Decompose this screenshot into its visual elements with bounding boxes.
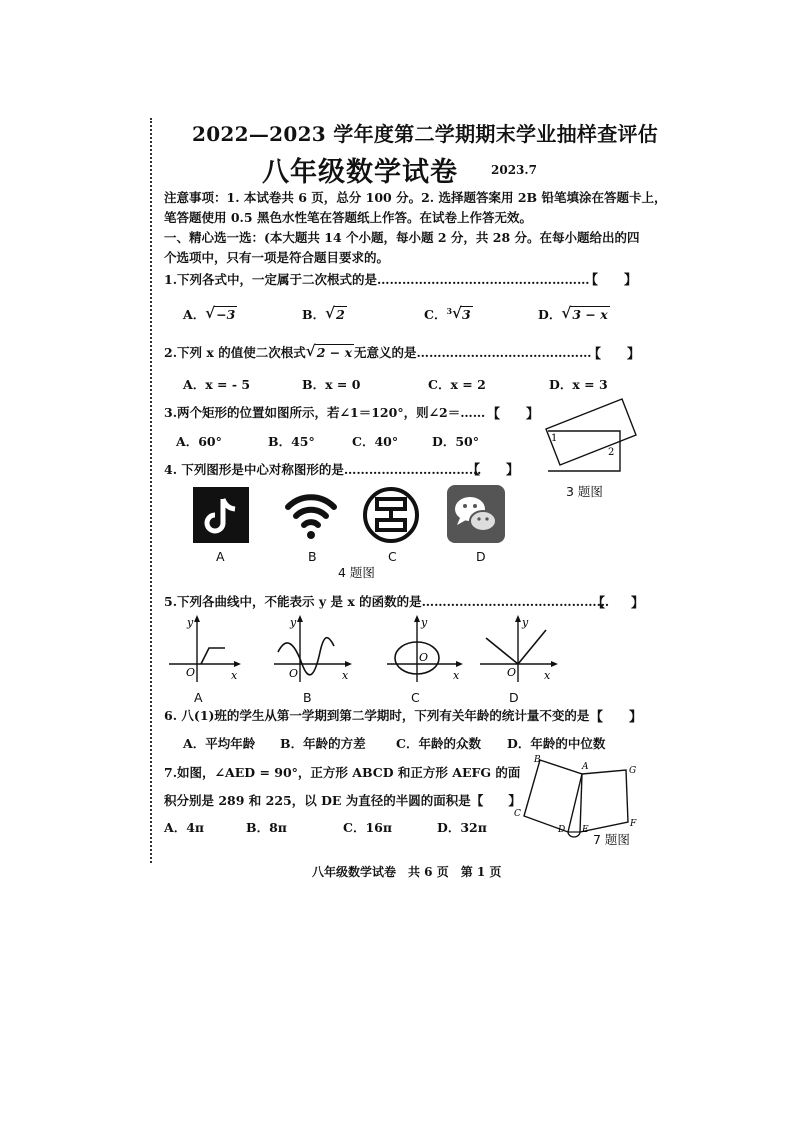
q3-tilted-rectangle (546, 399, 636, 465)
q2-stem-suffix: 无意义的是…………………………………… (354, 345, 592, 360)
q4-label-d: D (476, 549, 486, 564)
q1-option-b-radicand: 2 (336, 307, 345, 322)
q5-graph-d-y-label: y (522, 616, 529, 629)
q7-stem-line-1: 7.如图，∠AED = 90°，正方形 ABCD 和正方形 AEFG 的面 (164, 765, 521, 780)
notice-line-2: 笔答题使用 0.5 黑色水性笔在答题纸上作答。在试卷上作答无效。 (164, 210, 532, 225)
q1-option-c-index: 3 (446, 305, 453, 316)
q7-square-aefg (580, 770, 628, 832)
q5-graph-c-y-label: y (421, 616, 428, 629)
q5-graph-a (165, 612, 245, 686)
q7-option-b: B．8π (246, 820, 287, 835)
notice-line-1: 注意事项：1. 本试卷共 6 页，总分 100 分。2. 选择题答案用 2B 铅笔填涂在答题卡上， (164, 190, 667, 205)
q1-option-a (183, 305, 237, 323)
q6-option-b: B．年龄的方差 (280, 736, 366, 751)
q7-semicircle (568, 832, 580, 837)
q2-stem-radicand: 2 − x (316, 345, 353, 360)
q1-option-c (424, 305, 473, 323)
q3-option-c: C．40° (352, 434, 399, 449)
q6-option-c: C．年龄的众数 (396, 736, 481, 751)
page-footer: 八年级数学试卷 共 6 页 第 1 页 (312, 865, 502, 879)
q1-option-d-label: D． (538, 307, 562, 322)
q1-option-c-radicand: 3 (462, 307, 471, 322)
q5-graph-b (270, 612, 356, 686)
q3-rectangles-figure (540, 395, 640, 495)
q3-figure-caption: 3 题图 (566, 484, 603, 499)
q1-stem: 1.下列各式中，一定属于二次根式的是…………………………………………… (164, 272, 590, 287)
q3-answer-bracket: 【 】 (487, 407, 540, 422)
q5-graph-c (383, 612, 469, 686)
q5-graph-b-curve (278, 638, 334, 675)
q6-answer-bracket: 【 】 (590, 710, 643, 725)
q5-graph-c-origin: O (419, 651, 429, 664)
q3-option-b: B．45° (268, 434, 315, 449)
q4-figure-caption: 4 题图 (338, 565, 375, 580)
q4-answer-bracket: 【 】 (467, 463, 520, 478)
q1-option-a-label: A． (183, 307, 206, 322)
chat-bubbles-logo-icon (447, 485, 505, 543)
q4-label-a: A (216, 549, 225, 564)
q7-point-g: G (629, 766, 637, 776)
q1-option-d (538, 305, 610, 323)
q5-stem: 5.下列各曲线中，不能表示 y 是 x 的函数的是……………………………………… (164, 594, 610, 609)
q4-stem: 4. 下列图形是中心对称图形的是…………………………… (164, 462, 482, 477)
q6-option-a: A．平均年龄 (183, 736, 256, 751)
q5-graph-b-origin: O (289, 667, 299, 680)
q5-graph-d-curve (486, 630, 546, 664)
q7-point-e: E (582, 825, 589, 835)
q7-point-c: C (514, 809, 521, 819)
q5-graph-c-x-label: x (453, 669, 460, 682)
q7-option-d: D．32π (437, 820, 487, 835)
q6-option-d: D．年龄的中位数 (507, 736, 606, 751)
q5-graph-a-y-label: y (187, 616, 194, 629)
q5-label-c: C (411, 690, 420, 705)
q5-graph-d-origin: O (507, 666, 517, 679)
q5-label-b: B (303, 690, 312, 705)
q7-square-abcd (524, 760, 582, 832)
q5-answer-bracket: 【 】 (592, 596, 645, 611)
q2-option-d: D．x = 3 (549, 377, 608, 392)
q1-option-c-label: C． (424, 307, 447, 322)
q4-label-b: B (308, 549, 317, 564)
q7-point-f: F (630, 819, 637, 829)
wifi-signal-icon (282, 485, 340, 543)
q5-graph-d-x-label: x (544, 669, 551, 682)
q1-option-a-radical: √ −3 (205, 304, 236, 322)
q2-option-c: C．x = 2 (428, 377, 486, 392)
section-heading-line-2: 个选项中，只有一项是符合题目要求的。 (164, 250, 390, 265)
q1-option-d-radicand: 3 − x (572, 307, 608, 322)
q2-answer-bracket: 【 】 (588, 347, 641, 362)
exam-title: 2022—2023 学年度第二学期期末学业抽样查评估 (192, 122, 659, 146)
q3-angle-1-label: 1 (551, 433, 558, 444)
q7-point-b: B (534, 755, 541, 765)
q3-option-d: D．50° (432, 434, 479, 449)
q2-option-a: A．x = - 5 (183, 377, 251, 392)
q2-option-b: B．x = 0 (302, 377, 361, 392)
q2-stem-radical: √ 2 − x (305, 342, 353, 360)
exam-subtitle: 八年级数学试卷 (262, 157, 458, 188)
q1-option-d-radical: √ 3 − x (561, 304, 608, 322)
q5-graph-a-origin: O (186, 666, 196, 679)
q3-stem: 3.两个矩形的位置如图所示，若∠1＝120°，则∠2＝…… (164, 405, 486, 420)
q7-stem-line-2-text: 积分别是 289 和 225，以 DE 为直径的半圆的面积是 (164, 793, 471, 808)
binding-margin-line (150, 118, 152, 863)
q2-stem-prefix: 2.下列 x 的值使二次根式 (164, 345, 306, 360)
q5-graph-b-x-label: x (342, 669, 349, 682)
q1-option-a-radicand: −3 (216, 307, 236, 322)
bank-coin-logo-icon (362, 486, 420, 544)
section-heading-line-1: 一、精心选一选：(本大题共 14 个小题，每小题 2 分，共 28 分。在每小题给出的四 (164, 230, 640, 245)
q5-graph-d (476, 612, 562, 686)
q7-figure-caption: 7 题图 (593, 832, 630, 847)
q7-stem-line-2 (164, 791, 521, 809)
q1-option-c-radical: √ 3 (452, 304, 471, 322)
exam-date: 2023.7 (491, 163, 537, 177)
q5-label-a: A (194, 690, 203, 705)
q6-stem: 6. 八(1)班的学生从第一学期到第二学期时，下列有关年龄的统计量不变的是 (164, 708, 590, 723)
q7-option-a: A．4π (164, 820, 205, 835)
q1-option-b (302, 305, 347, 323)
q7-point-d: D (558, 825, 566, 835)
q1-answer-bracket: 【 】 (585, 273, 638, 288)
q7-answer-bracket: 【 】 (470, 793, 521, 808)
q1-option-b-label: B． (302, 307, 326, 322)
q3-angle-2-label: 2 (608, 447, 615, 458)
q7-option-c: C．16π (343, 820, 392, 835)
q5-graph-a-curve (201, 648, 225, 664)
q4-label-c: C (388, 549, 397, 564)
q1-option-b-radical: √ 2 (325, 304, 345, 322)
q3-option-a: A．60° (176, 434, 222, 449)
q2-stem (164, 343, 592, 361)
q7-point-a: A (582, 762, 589, 772)
q5-graph-a-x-label: x (231, 669, 238, 682)
music-note-logo-icon (193, 487, 249, 543)
q5-graph-b-y-label: y (290, 616, 297, 629)
q5-label-d: D (509, 690, 519, 705)
